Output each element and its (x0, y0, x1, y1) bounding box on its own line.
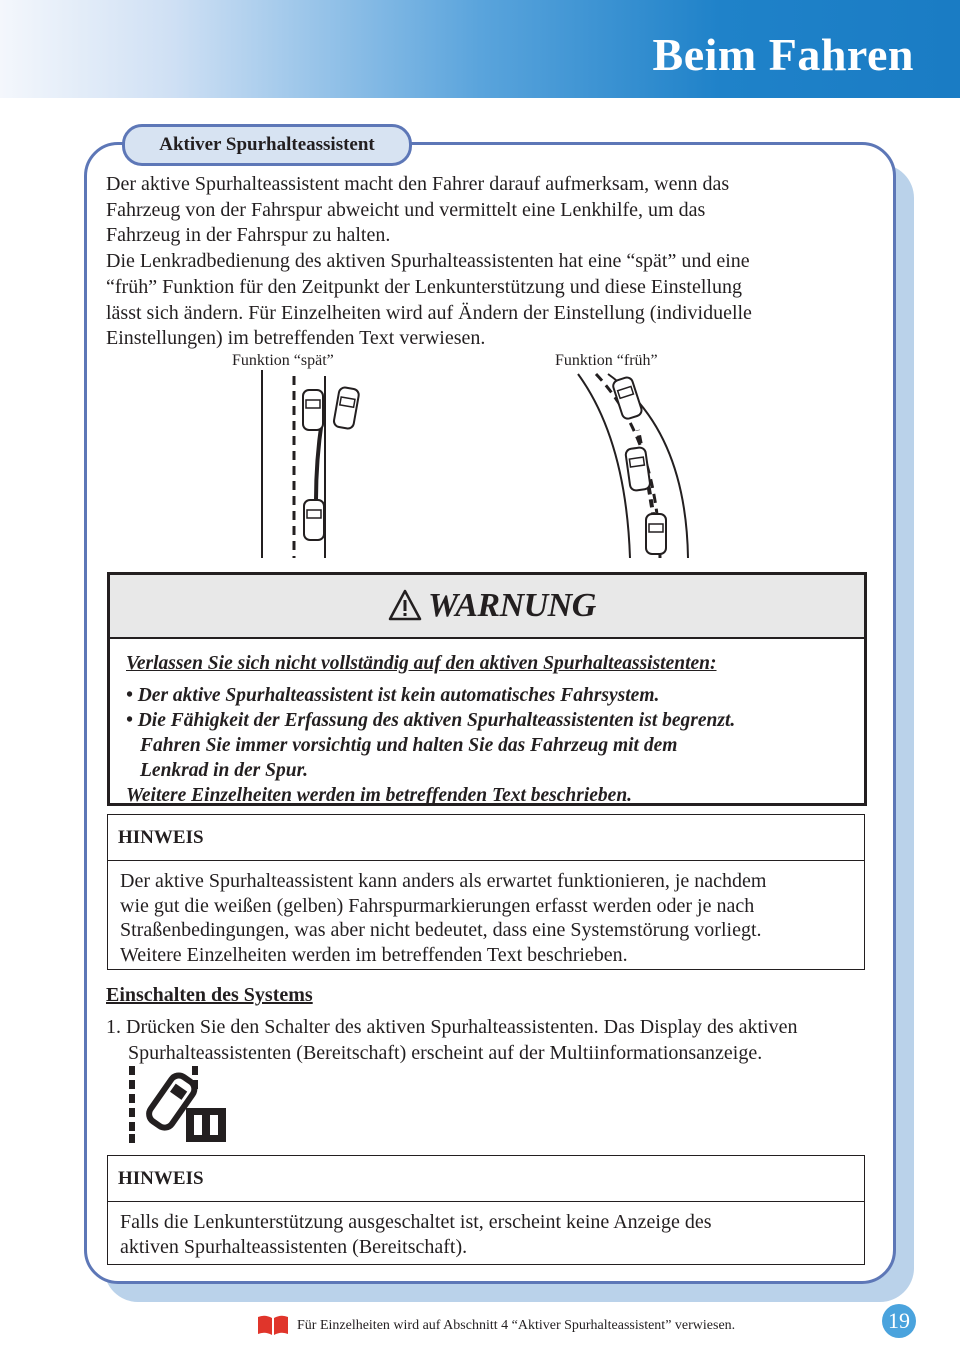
intro-line: Fahrzeug in der Fahrspur zu halten. (106, 224, 391, 247)
page-number: 19 (882, 1304, 916, 1338)
figure-label-early: Funktion “früh” (555, 352, 658, 369)
intro-line: Die Lenkradbedienung des aktiven Spurhalteassistenten hat eine “spät” und eine (106, 250, 750, 273)
intro-line: Der aktive Spurhalteassistent macht den Fahrer darauf aufmerksam, wenn das (106, 173, 730, 195)
car-icon (625, 447, 651, 491)
late-function-illustration (250, 370, 380, 560)
footer-reference: Für Einzelheiten wird auf Abschnitt 4 “Aktiver Spurhalteassistent” verwiesen. (297, 1318, 736, 1333)
car-icon (612, 376, 643, 420)
intro-text (106, 172, 846, 352)
page-title: Beim Fahren (652, 29, 914, 80)
activation-heading: Einschalten des Systems (106, 984, 313, 1006)
warning-lead: Verlassen Sie sich nicht vollständig auf den aktiven Spurhalteassistenten: (126, 653, 717, 674)
book-icon (256, 1314, 290, 1336)
note-title: HINWEIS (108, 1156, 864, 1202)
early-function-illustration (568, 370, 698, 560)
intro-line: Fahrzeug von der Fahrspur abweicht und vermittelt eine Lenkhilfe, um das (106, 198, 706, 221)
intro-line: lässt sich ändern. Für Einzelheiten wird auf Ändern der Einstellung (individuelle (106, 301, 752, 324)
note-line: wie gut die weißen (gelben) Fahrspurmarkierungen erfasst werden oder je nach (120, 894, 755, 917)
intro-line: Einstellungen) im betreffenden Text verwiesen. (106, 327, 486, 350)
note-box (107, 814, 865, 970)
note-line: Weitere Einzelheiten werden im betreffenden Text beschrieben. (120, 943, 628, 966)
activation-step (106, 1014, 896, 1066)
warning-title: WARNUNG (428, 587, 596, 624)
intro-line: “früh” Funktion für den Zeitpunkt der Lenkunterstützung und diese Einstellung (106, 275, 742, 298)
note-title: HINWEIS (108, 815, 864, 861)
car-icon (304, 500, 324, 540)
note-line: Falls die Lenkunterstützung ausgeschaltet ist, erscheint keine Anzeige des (120, 1211, 712, 1233)
warning-header (110, 575, 864, 639)
warning-bullet: • Die Fähigkeit der Erfassung des aktiven Spurhalteassistenten ist begrenzt. (126, 710, 736, 731)
car-icon (646, 514, 666, 554)
note-line: Der aktive Spurhalteassistent kann anders als erwartet funktionieren, je nachdem (120, 870, 767, 892)
step-line: 1. Drücken Sie den Schalter des aktiven Spurhalteassistenten. Das Display des aktiven (106, 1016, 798, 1038)
warning-triangle-icon (388, 589, 422, 621)
lane-keep-standby-icon (126, 1062, 230, 1144)
warning-bullet: • Der aktive Spurhalteassistent ist kein automatisches Fahrsystem. (126, 685, 660, 706)
warning-body (126, 651, 856, 808)
car-icon (333, 387, 360, 430)
note-line: Straßenbedingungen, was aber nicht bedeutet, dass eine Systemstörung vorliegt. (120, 919, 762, 941)
warning-box (107, 572, 867, 806)
page-header (0, 0, 960, 98)
note-line: aktiven Spurhalteassistenten (Bereitschaft). (120, 1235, 468, 1258)
warning-bullet-continued: Lenkrad in der Spur. (140, 760, 308, 781)
step-line: Spurhalteassistenten (Bereitschaft) erscheint auf der Multiinformationsanzeige. (128, 1042, 763, 1064)
warning-closing: Weitere Einzelheiten werden im betreffenden Text beschrieben. (126, 785, 633, 806)
section-tab: Aktiver Spurhalteassistent (122, 124, 412, 166)
figure-label-late: Funktion “spät” (232, 352, 334, 369)
note-body (108, 1202, 864, 1265)
note-box (107, 1155, 865, 1265)
warning-bullet-continued: Fahren Sie immer vorsichtig und halten Sie das Fahrzeug mit dem (140, 735, 678, 756)
note-body (108, 861, 864, 973)
car-icon (303, 390, 323, 430)
